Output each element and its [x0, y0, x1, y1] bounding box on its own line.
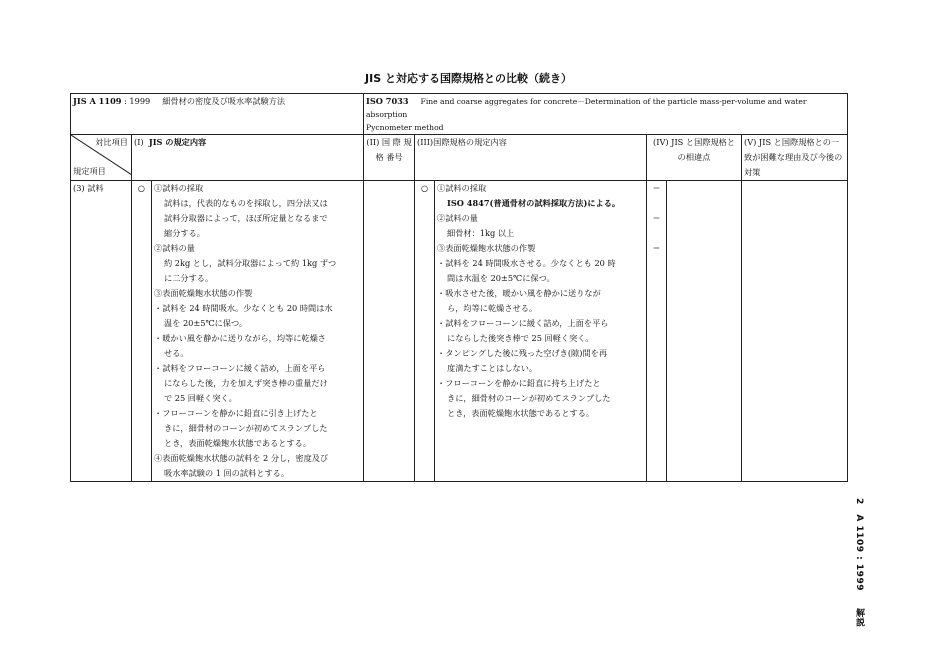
jis-standard-cell [71, 94, 364, 135]
iso-content-cell [435, 181, 647, 482]
page-title: JIS と対応する国際規格との比較（続き） [365, 72, 572, 85]
col-diff-header: (IV) JIS と国際規格との相違点 [647, 135, 742, 181]
jis-content-cell [152, 181, 364, 482]
item-cell: (3) 試料 [71, 181, 132, 482]
diff-content-cell [667, 181, 742, 482]
footer-code: A 1109 : 1999 [854, 514, 864, 591]
iso-line: ら，均等に乾燥させる。 [447, 303, 538, 313]
header-row [71, 135, 848, 181]
page-number: 2 [854, 498, 864, 505]
iso-number-cell [364, 181, 415, 482]
diff-mark: ＝ [652, 213, 661, 223]
jis-line: 試料は，代表的なものを採取し，四分法又は [164, 198, 328, 208]
standards-title-row [71, 94, 848, 135]
jis-year: : 1999 [121, 96, 151, 106]
jis-mark: ○ [132, 181, 152, 482]
jis-line: ・暖かい風を静かに送りながら，均等に乾燥さ [154, 333, 326, 343]
jis-line: 吸水率試験の 1 回の試料とする。 [164, 468, 290, 478]
jis-line: きに，細骨材のコーンが初めてスランプした [164, 423, 328, 433]
iso-line: ・試料をフローコーンに緩く詰め，上面を平ら [437, 318, 609, 328]
jis-line: ・フローコーンを静かに鉛直に引き上げたと [154, 408, 318, 418]
iso-mark: ○ [415, 181, 435, 482]
page-footer [853, 498, 866, 627]
iso-line: 間は水温を 20±5℃に保つ。 [447, 273, 555, 283]
jis-line: 約 2kg とし，試料分取器によって約 1kg ずつ [164, 258, 337, 268]
jis-line: 温を 20±5℃に保つ。 [164, 318, 248, 328]
footer-section: 解説 [854, 608, 864, 628]
jis-line: にならした後，力を加えず突き棒の重量だけ [164, 378, 328, 388]
iso-line: ・フローコーンを静かに鉛直に持ち上げたと [437, 378, 601, 388]
corner-top-label: 対比項目 [95, 137, 128, 147]
jis-line: 試料分取器によって，ほぼ所定量となるまで [164, 213, 328, 223]
iso-name-line2: Pycnometer method [366, 123, 444, 132]
col-iso-number-header: (II) 国 際 規 格 番号 [364, 135, 415, 181]
jis-line: ④表面乾燥飽水状態の試料を 2 分し，密度及び [154, 453, 329, 463]
iso-line: ①試料の採取 [437, 183, 487, 193]
jis-line: とき，表面乾燥飽水状態であるとする。 [164, 438, 312, 448]
corner-header-cell [71, 135, 132, 181]
iso-line: きに，細骨材のコーンが初めてスランプした [447, 393, 611, 403]
col-iso-title: 国際規格の規定内容 [433, 137, 507, 147]
diff-mark: ＝ [652, 183, 661, 193]
col-jis-header [132, 135, 364, 181]
col-reason-header: (V) JIS と国際規格との一致が困難な理由及び今後の対策 [742, 135, 848, 181]
jis-line: ・試料をフローコーンに緩く詰め，上面を平ら [154, 363, 326, 373]
diff-mark-cell [647, 181, 667, 482]
iso-code: ISO 7033 [366, 96, 409, 106]
iso-line: ・タンピングした後に残った空げき(隙)間を再 [437, 348, 608, 358]
iso-line: 度満たすことはしない。 [447, 363, 538, 373]
iso-line: ・吸水させた後，暖かい風を静かに送りなが [437, 288, 601, 298]
jis-line: ①試料の採取 [154, 183, 204, 193]
comparison-table [70, 93, 848, 482]
iso-line: ②試料の量 [437, 213, 478, 223]
jis-name: 細骨材の密度及び吸水率試験方法 [162, 96, 286, 106]
jis-line: に二分する。 [164, 273, 214, 283]
col-jis-title: JIS の規定内容 [148, 137, 207, 147]
iso-line: とき，表面乾燥飽水状態であるとする。 [447, 408, 595, 418]
iso-standard-cell [364, 94, 848, 135]
iso-line: 細骨材：1kg 以上 [447, 228, 515, 238]
jis-line: ・試料を 24 時間吸水。少なくとも 20 時間は水 [154, 303, 333, 313]
jis-line: 縮分する。 [164, 228, 205, 238]
col-iso-header [415, 135, 647, 181]
col-iso-num: (III) [417, 137, 434, 147]
reason-cell [742, 181, 848, 482]
corner-bottom-label: 規定項目 [73, 166, 106, 176]
sample-row [71, 181, 848, 482]
iso-line: ③表面乾燥飽水状態の作製 [437, 243, 536, 253]
jis-line: ③表面乾燥飽水状態の作製 [154, 288, 253, 298]
jis-line: で 25 回軽く突く。 [164, 393, 237, 403]
col-jis-num: (I) [134, 137, 144, 147]
iso-line: ・試料を 24 時間吸水させる。少なくとも 20 時 [437, 258, 616, 268]
jis-line: せる。 [164, 348, 189, 358]
iso-name-line1: Fine and coarse aggregates for concrete－Determination of the particle mass-per-volume and water absorption [366, 97, 807, 119]
iso-line: にならした後突き棒で 25 回軽く突く。 [447, 333, 594, 343]
jis-code: JIS A 1109 [73, 96, 122, 106]
iso-line: ISO 4847(普通骨材の試料採取方法)による。 [447, 198, 621, 208]
diff-mark: ＝ [652, 243, 661, 253]
jis-line: ②試料の量 [154, 243, 195, 253]
